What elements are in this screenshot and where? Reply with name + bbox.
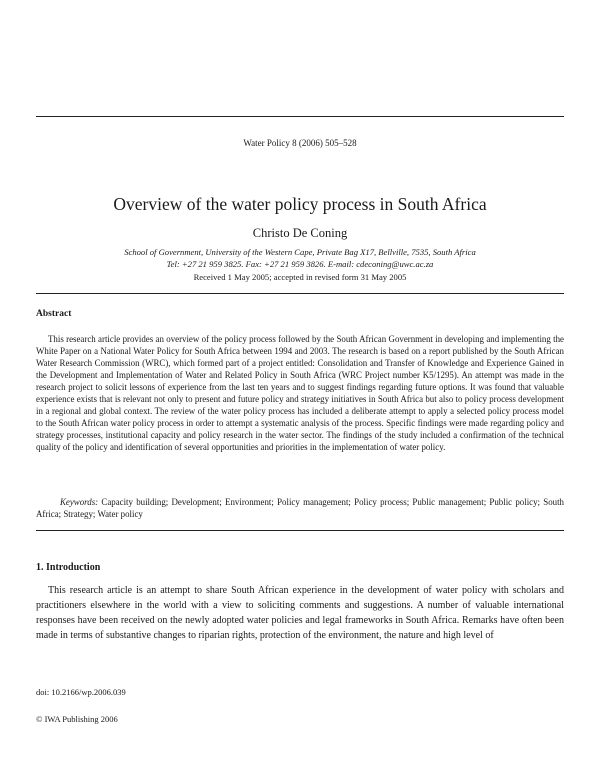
introduction-body: This research article is an attempt to share South African experience in the development of water policy with scholars and practitioners elsewhere in the world with a view to soliciting comments and suggestions. A number of valuable international responses have been received on the newly adopted water policies and legal frameworks in South Africa. Remarks have often been made in terms of substantive changes to riparian rights, protection of the environment, the nature and high level of <box>36 585 564 641</box>
journal-citation: Water Policy 8 (2006) 505–528 <box>243 138 357 148</box>
author-affiliation-block <box>36 246 564 270</box>
received-dates: Received 1 May 2005; accepted in revised form 31 May 2005 <box>193 272 407 282</box>
keywords-block <box>36 496 564 520</box>
author-name: Christo De Coning <box>252 226 348 240</box>
keywords-label: Keywords: <box>60 497 99 507</box>
top-rule <box>36 116 564 117</box>
keywords-list: Capacity building; Development; Environment; Policy management; Policy process; Public management; Public policy; South Africa; Strategy; Water policy <box>36 497 564 519</box>
abstract-top-rule <box>36 293 564 294</box>
abstract-bottom-rule <box>36 530 564 531</box>
abstract-heading: Abstract <box>36 309 72 319</box>
affiliation-line: School of Government, University of the Western Cape, Private Bag X17, Bellville, 7535, South Africa <box>124 247 476 257</box>
introduction-heading: 1. Introduction <box>36 562 101 573</box>
doi: doi: 10.2166/wp.2006.039 <box>36 687 126 697</box>
contact-line: Tel: +27 21 959 3825. Fax: +27 21 959 3826. E-mail: cdeconing@uwc.ac.za <box>166 259 434 269</box>
abstract-body: This research article provides an overview of the policy process followed by the South African Government in developing and implementing the White Paper on a National Water Policy for South Africa between 1994 and 2003. The research is based on a report published by the South African Water Research Commission (WRC), which formed part of a project entitled: Consolidation and Transfer of Knowledge and Experience Gained in the Development and Implementation of Water and Related Policy in South Africa (WRC Project number K5/1295). An attempt was made in the research project to solicit lessons of experience from the last ten years and to suggest findings regarding future options. It was found that valuable experience exists that is relevant not only to present and future policy and strategy initiatives in South Africa but also to policy process development in a regional and global context. The review of the water policy process has included a deliberate attempt to apply a selected policy process model to the South African water policy process in order to attempt a systematic analysis of the process. Specific findings were made regarding policy and strategy processes, institutional capacity and policy research in the water sector. The findings of the study included a confirmation of the technical quality of the policy and identification of several opportunities and priorities in the implementation of water policy. <box>36 334 564 452</box>
article-title: Overview of the water policy process in South Africa <box>113 194 487 214</box>
copyright: © IWA Publishing 2006 <box>36 714 118 724</box>
